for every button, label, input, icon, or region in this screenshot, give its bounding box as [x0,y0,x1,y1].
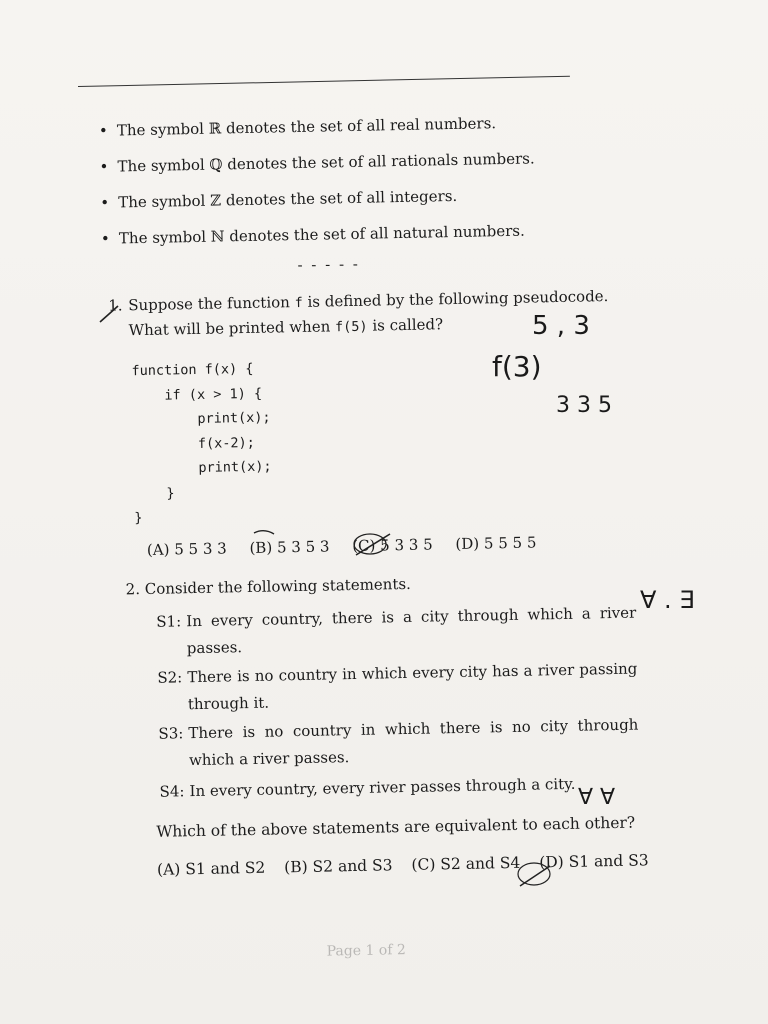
notation-item: • The symbol ℝ denotes the set of all real numbers. [99,112,620,158]
statement-s2 [157,656,638,719]
section-separator: - - - - - [297,254,361,275]
page-footer: Page 1 of 2 [326,942,406,960]
statement-label: S3: [158,724,184,743]
statement-text: There is no country in which there is no city through which a river passes. [188,715,639,770]
code-line: if (x > 1) { [131,385,263,404]
code-line: function f(x) { [131,360,254,380]
notation-item: • The symbol ℚ denotes the set of all rationals numbers. [99,148,620,194]
option-a: (A) 5 5 3 3 [146,539,227,559]
handwritten-note: ∀ ∀ [578,785,616,810]
option-c: (C) 5 3 3 5 [352,535,433,556]
notation-item: • The symbol ℤ denotes the set of all integers. [100,184,621,230]
statement-text: In every country, every river passes through a city. [189,774,576,801]
question-2-options [157,851,657,879]
statement-text: In every country, there is a city through which a river passes. [186,603,637,658]
question-2-prompt: Which of the above statements are equivalent to each other? [156,813,636,841]
option-b: (B) 5 3 5 3 [249,537,330,557]
option-a: (A) S1 and S2 [156,858,266,879]
handwritten-note: 5 , 3 [532,311,590,341]
option-b: (B) S2 and S3 [284,856,393,877]
code-line: } [133,484,175,502]
statement-s1 [156,600,637,663]
option-d: (D) 5 5 5 5 [455,533,537,554]
code-line: f(x-2); [132,434,255,453]
handwritten-note: f(3) [492,350,542,383]
question-2-intro: Consider the following statements. [144,574,412,598]
statement-label: S1: [156,612,182,631]
option-c: (C) S2 and S4 [411,853,521,874]
question-2 [125,567,645,601]
question-1-text: Suppose the function f is defined by the following pseudocode. What will be printed when f(5) is called? [128,287,609,340]
question-number: 2. [125,580,141,599]
code-line: } [134,510,143,527]
pseudocode-block [131,357,272,531]
question-number: 1. [108,296,123,315]
handwritten-note: 3 3 5 [556,393,612,418]
code-line: print(x); [132,409,271,429]
question-1-options [147,532,617,559]
notation-list [99,112,622,266]
statement-s4 [159,770,639,806]
option-d: (D) S1 and S3 [539,851,649,872]
statement-s3 [158,712,639,775]
notation-item: • The symbol ℕ denotes the set of all natural numbers. [101,220,622,266]
statement-label: S4: [159,782,185,801]
statement-label: S2: [157,668,183,687]
statement-text: There is no country in which every city has a river passing through it. [187,659,638,714]
handwritten-note: ∀ . ∃ [640,586,695,614]
code-line: print(x); [133,458,272,478]
question-1 [108,284,629,344]
